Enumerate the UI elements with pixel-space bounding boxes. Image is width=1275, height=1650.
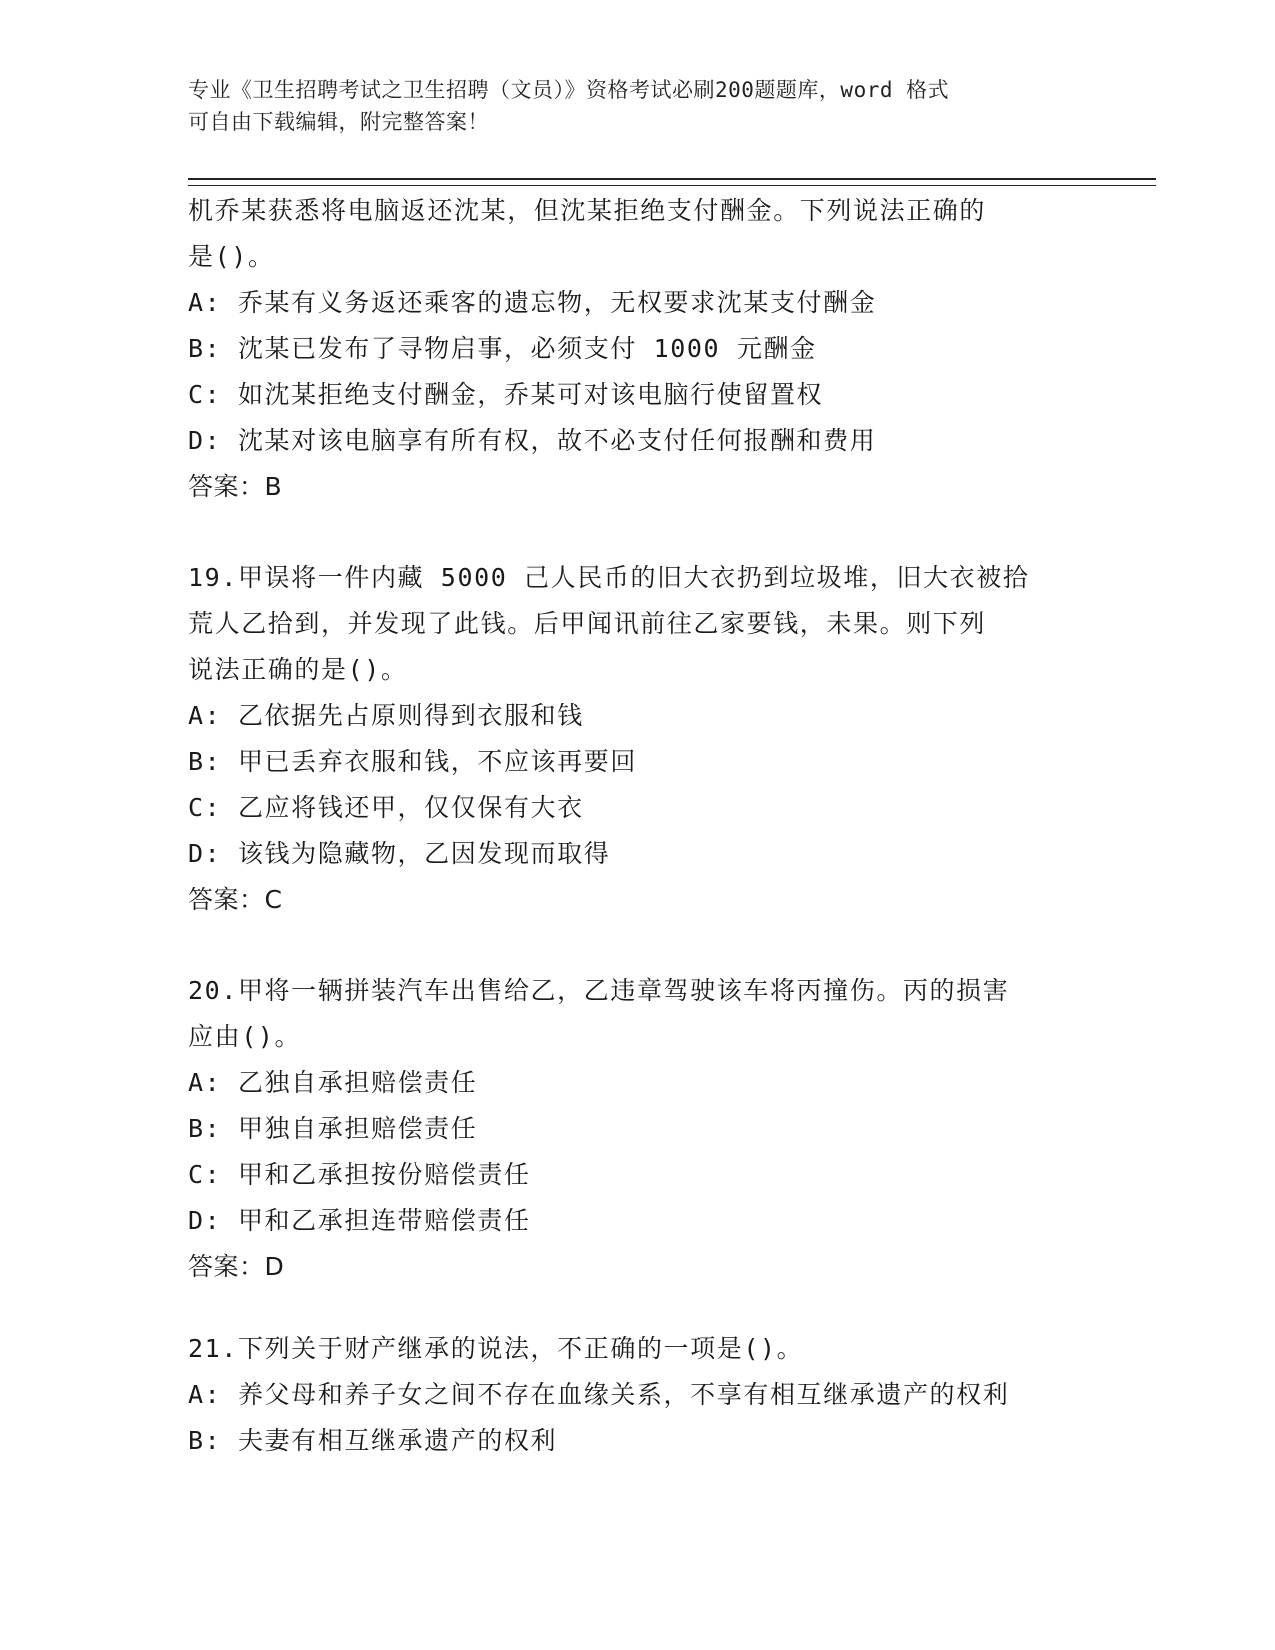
question-stem-line: 19.甲误将一件内藏 5000 己人民币的旧大衣扔到垃圾堆，旧大衣被拾	[188, 563, 1030, 592]
option-b: B: 夫妻有相互继承遗产的权利	[188, 1426, 558, 1455]
option-a: A: 乙依据先占原则得到衣服和钱	[188, 701, 584, 730]
option-b: B: 甲独自承担赔偿责任	[188, 1114, 478, 1143]
question-content	[188, 188, 1088, 1464]
question-stem-line: 说法正确的是()。	[188, 655, 408, 684]
answer-label: 答案：B	[188, 472, 283, 501]
header-title-line-1: 专业《卫生招聘考试之卫生招聘（文员）》资格考试必刷200题题库，word 格式	[188, 78, 950, 102]
question-18-block	[188, 188, 1088, 510]
spacer	[188, 510, 1088, 555]
header-title-line-2: 可自由下载编辑，附完整答案！	[188, 110, 489, 134]
document-header	[188, 74, 1088, 138]
option-d: D: 甲和乙承担连带赔偿责任	[188, 1206, 531, 1235]
question-21-block	[188, 1326, 1088, 1464]
option-b: B: 沈某已发布了寻物启事，必须支付 1000 元酬金	[188, 334, 817, 363]
option-a: A: 乙独自承担赔偿责任	[188, 1068, 478, 1097]
header-divider-thick	[188, 178, 1156, 180]
option-d: D: 沈某对该电脑享有所有权，故不必支付任何报酬和费用	[188, 426, 877, 455]
question-stem-line: 20.甲将一辆拼装汽车出售给乙，乙违章驾驶该车将丙撞伤。丙的损害	[188, 976, 1010, 1005]
question-stem-line: 荒人乙拾到，并发现了此钱。后甲闻讯前往乙家要钱，未果。则下列	[188, 609, 987, 638]
question-stem-line: 21.下列关于财产继承的说法，不正确的一项是()。	[188, 1334, 804, 1363]
question-stem-line: 应由()。	[188, 1022, 302, 1051]
question-stem-line: 是()。	[188, 242, 275, 271]
option-b: B: 甲已丢弃衣服和钱，不应该再要回	[188, 747, 637, 776]
option-c: C: 乙应将钱还甲，仅仅保有大衣	[188, 793, 584, 822]
spacer	[188, 923, 1088, 968]
option-d: D: 该钱为隐藏物，乙因发现而取得	[188, 839, 611, 868]
option-c: C: 如沈某拒绝支付酬金，乔某可对该电脑行使留置权	[188, 380, 824, 409]
header-divider-thin	[188, 185, 1156, 186]
option-c: C: 甲和乙承担按份赔偿责任	[188, 1160, 531, 1189]
question-20-block	[188, 968, 1088, 1290]
spacer	[188, 1290, 1088, 1326]
question-stem-line: 机乔某获悉将电脑返还沈某，但沈某拒绝支付酬金。下列说法正确的	[188, 196, 987, 225]
question-19-block	[188, 555, 1088, 923]
option-a: A: 乔某有义务返还乘客的遗忘物，无权要求沈某支付酬金	[188, 288, 877, 317]
answer-label: 答案：D	[188, 1252, 285, 1281]
answer-label: 答案：C	[188, 885, 283, 914]
option-a: A: 养父母和养子女之间不存在血缘关系，不享有相互继承遗产的权利	[188, 1380, 1010, 1409]
